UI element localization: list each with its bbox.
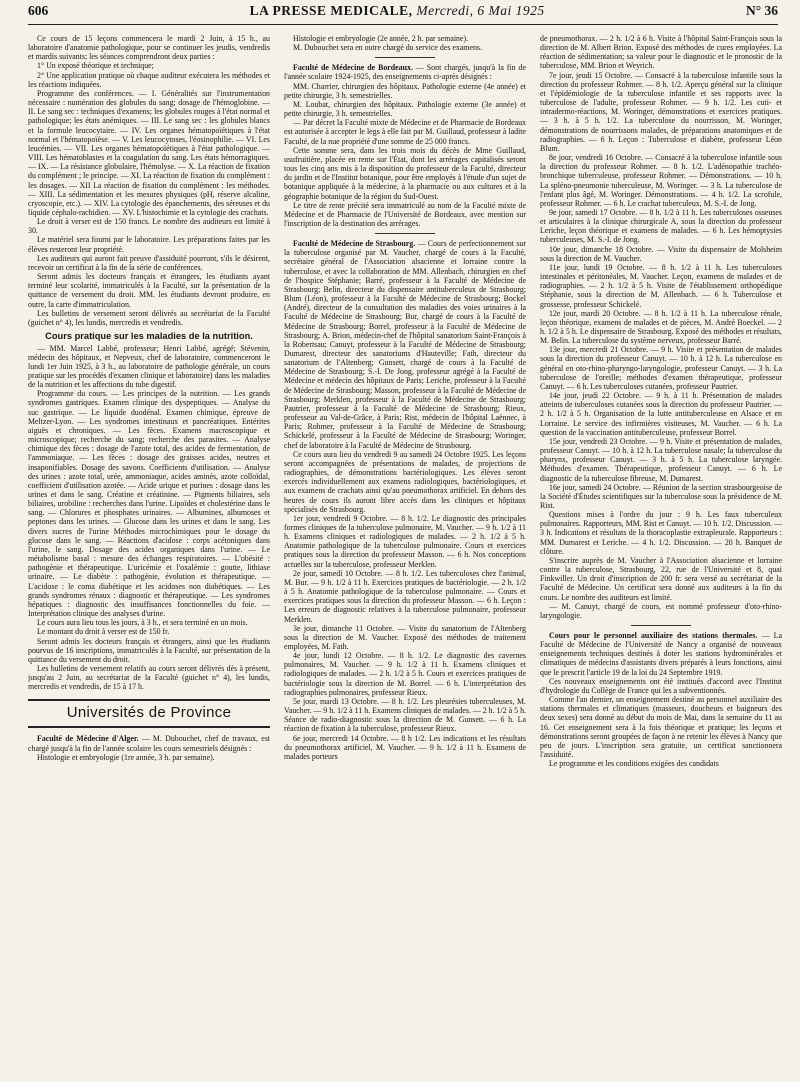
paragraph: MM. Charrier, chirurgien des hôpitaux. Pathologie externe (4e année) et petite chirurgie, 3 h. semestrielles. (284, 81, 526, 100)
journal-name: LA PRESSE MEDICALE, (249, 3, 413, 18)
paragraph: Seront admis les docteurs français et étrangers, les étudiants ayant terminé leur scolarité, immatriculés à la Faculté, sur la présentation de la quittance de versement du droit. MM. les étudiants devront produire, en outre, la carte d'immatriculation. (28, 272, 270, 309)
paragraph: 8e jour, vendredi 16 Octobre. — Consacré à la tuberculose infantile sous la direction du professeur Rohmer. — 8 h. 1/2. L'adénopathie trachéo-bronchique tuberculeuse, professeur Rohmer. — Démonstrations. — 10 h. La spléno-pneumonie tuberculeuse, M. Woringer. — 3 h. La tuberculose de l'enfant plus âgé, M. Woringer. Démonstrations. — 4 h. 1/2. La scrofule, professeur Rohmer. — 6 h. Le crachat tuberculeux, M. S.-I. de Jong. (540, 153, 782, 208)
paragraph: — MM. Marcel Labbé, professeur; Henri Labbé, agrégé; Stévenin, médecin des hôpitaux, et Nepveux, chef de laboratoire, commenceront le lundi 1er Juin 1925, à 3 h., au laboratoire de pathologie générale, un cours pratique sur les procédés d'examen clinique et laboratoire) dans les maladies de la nutrition et les affections du tube digestif. (28, 343, 270, 390)
paragraph: S'inscrire auprès de M. Vaucher à l'Association alsacienne et lorraine contre la tuberculose, Strasbourg, 22, rue de l'Université et 8, quai Finkwiller. Un droit d'inscription de 200 fr. sera versé au secrétariat de la Faculté de Médecine. Un certificat sera donné aux auditeurs à la fin du cours. Le nombre des auditeurs est limité. (540, 555, 782, 602)
paragraph: 10e jour, dimanche 18 Octobre. — Visite du dispensaire de Molsheim sous la direction de M. Vaucher. (540, 244, 782, 263)
header-rule (28, 24, 778, 25)
journal-title (250, 3, 545, 19)
paragraph: Ce cours de 15 leçons commencera le mardi 2 Juin, à 15 h., au laboratoire d'anatomie pathologique, pour se continuer les jeudis, vendredis et mardis suivants; les séances comprendront deux parties : (28, 34, 270, 62)
paragraph: Les bulletins de versement seront délivrés au secrétariat de la Faculté (guichet n° 4), les lundis, mercredis et vendredis. (28, 308, 270, 327)
paragraph: 13e jour, mercredi 21 Octobre. — 9 h. Visite et présentation de malades sous la direction du professeur Canuyt. — 10 h. à 12 h. La tuberculose en général en oto-rhino-pharyngo-laryngologie, professeur Canuyt. — 3 h. La tuberculose de l'oreille; méthodes d'examen thérapeutique, professeur Canuyt. — 6 h. Les tuberculoses cutanées, professeur Pautrier. (540, 345, 782, 391)
separator (375, 57, 435, 58)
paragraph: Le montant du droit à verser est de 150 fr. (37, 627, 170, 637)
paragraph: Les auditeurs qui auront fait preuve d'assiduité pourront, s'ils le désirent, recevoir un certificat à la fin de la série de conférences. (28, 253, 270, 272)
paragraph: 16e jour, samedi 24 Octobre. — Réunion de la section strasbourgeoise de la Société d'Études scientifiques sur la tuberculose sous la présidence de M. Rist. (540, 482, 782, 510)
paragraph: 4e jour, lundi 12 Octobre. — 8 h. 1/2. Le diagnostic des cavernes pulmonaires, M. Vaucher. — 9 h. 1/2 à 11 h. Examens cliniques et radiologiques de malades. — 2 h. 1/2 à 5 h. Cours et exercices pratiques de bactériologie sous la direction de M. Borrel. — 6 h. L'interprétation des radiographies pulmonaires, professeur Rieux. (284, 651, 526, 697)
paragraph-bordeaux (284, 63, 526, 81)
paragraph: 2e jour, samedi 10 Octobre. — 8 h. 1/2. Les tuberculoses chez l'animal, M. Bur. — 9 h. 1/2 à 11 h. Exercices pratiques de bactériologie. — 2 h. 1/2 à 5 h. Anatomie pathologique de la tuberculose pulmonaire. — Cours et exercices pratiques sous la direction du professeur Masson. — 6 h. Leçon : Les erreurs de diagnostic relatives à la tuberculose pulmonaire, professeur Merklen. (284, 568, 526, 624)
paragraph-alger (28, 734, 270, 752)
paragraph: 15e jour, vendredi 23 Octobre. — 9 h. Visite et présentation de malades, professeur Canuyt. — 10 h. à 12 h. La tuberculose nasale; la tuberculose du pharynx, professeur Canuyt. — 3 h. à 5 h. La tuberculose laryngée. Méthodes d'examen. Thérapeutique, professeur Canuyt. — 6 h. Le diagnostic de la tuberculose fibreuse, M. Dumarest. (540, 436, 782, 483)
paragraph: Questions mises à l'ordre du jour : 9 h. Les faux tuberculeux pulmonaires. Rapporteurs, MM. Rist et Canuyt. — 10 h. 1/2. Discussion. — 3 h. Indications et résultats de la thoracoplastie extrapleurale. Rapporteurs : MM. Dumarest et Leriche. — 4 h. 1/2. Discussion. — 20 h. Banquet de clôture. (540, 510, 782, 556)
paragraph: Le matériel sera fourni par le laboratoire. Les préparations faites par les élèves resteront leur propriété. (28, 235, 270, 254)
paragraph: 2° Une application pratique où chaque auditeur exécutera les méthodes et les réactions indiquées. (28, 70, 270, 89)
paragraph-text: — M. Dubouchet, chef de travaux, est chargé jusqu'à la fin de l'année scolaire les cours semestriels désignés : (28, 734, 270, 753)
paragraph-text: — Sont chargés, jusqu'à la fin de l'année scolaire 1924-1925, des enseignements ci-après désignés : (284, 63, 526, 82)
paragraph: Seront admis les docteurs français et étrangers, ainsi que les étudiants pourvus de 16 inscriptions, immatriculés à la Faculté, sur présentation de la quittance du versement du droit. (28, 636, 270, 664)
paragraph: 12e jour, mardi 20 Octobre. — 8 h. 1/2 à 11 h. La tuberculose rénale, leçon théorique, examens de malades et de pièces, M. André Boeckel. — 2 h. 1/2 à 5 h. Le dispensaire de Strasbourg. Exposé des méthodes et résultats, M. Belin. La tuberculose du système nerveux, professeur Barré. (540, 308, 782, 346)
lead-thermal: Cours pour le personnel auxiliaire des stations thermales. (549, 631, 758, 640)
paragraph: M. Dubouchet sera en outre chargé du service des examens. (293, 43, 482, 53)
paragraph: Le titre de rente précité sera immatriculé au nom de la Faculté mixte de Médecine et de Pharmacie de l'Université de Bordeaux, avec mention sur l'inscription de la destination des arrérages. (284, 200, 526, 228)
issue-date: Mercredi, 6 Mai 1925 (416, 3, 545, 18)
section-banner-universites: Universités de Province (28, 699, 270, 728)
issue-number: N° 36 (745, 3, 778, 18)
paragraph: Histologie et embryologie (1re année, 3 h. par semaine). (37, 752, 215, 762)
lead-alger: Faculté de Médecine d'Alger. (37, 734, 139, 744)
paragraph: Le cours aura lieu tous les jours, à 3 h., et sera terminé en un mois. (37, 618, 248, 628)
paragraph: Programme du cours. — Les principes de la nutrition. — Les grands syndromes gastriques. Examen clinique des dyspeptiques. — Analyse du suc gastrique. — Le liquide duodénal. Examen chimique, épreuve de Meltzer-Lyon. — Les syndromes intestinaux et pancréatiques. Entérites aiguës et chroniques. — Les fèces. Examens macroscopique et microscopique; recherche du sang; recherche des parasites. — Analyse chimique des fèces : dosage de l'azote total, des acides de fermentation, de l'ammoniaque. — Les fèces : dosage des graisses acides, neutres et insaponifiables. Dosage des savons. Coefficients d'utilisation. — Analyse des urines : azote total, urée, ammoniaque, acides aminés, azote colloïdal, coefficient d'utilisation azotée. — Acide urique et purines : dosage dans les urines et dans le sang. Créatine et créatinine. — Pigments biliaires, sels biliaires, urobiline : recherches dans l'urine. Lipoïdes et cholestérine dans le sang. — Chlorures et phosphates urinaires. — Albumines, albumoses et peptones dans les urines. — Glucose dans les urines et dans le sang. Les divers sucres de l'urine Méthodes microchimiques pour le dosage du glucose dans le sang. — Réactions d'acidose : corps acétoniques dans l'urine, le sang. Dosage des acides organiques dans l'urine. — Le métabolisme basal : mesure des échanges respiratoires. — L'obésité : pathogénie et thérapeutique. L'uricémie et l'oxalémie : goutte, lithiase urinaire. — Le diabète : pathogénie, évolution et thérapeutique. — L'acidose : le coma diabétique et les acidoses non diabétiques. — Les grands syndromes rénaux : diagnostic et thérapeutique. — Les syndromes hépatiques : diagnostic des insuffisances fonctionnelles du foie. — Interprétation clinique des analyses d'urine. (28, 389, 270, 619)
paragraph: 5e jour, mardi 13 Octobre. — 8 h. 1/2. Les pleurésies tuberculeuses, M. Vaucher. — 9 h. 1/2 à 11 h. Examens cliniques de malades. — 2 h. 1/2 à 5 h. Séance de radio-diagnostic sous la direction de M. Gunsett. — 6 h. La réaction de fixation à la tuberculose, professeur Rieux. (284, 696, 526, 734)
paragraph: M. Loubat, chirurgien des hôpitaux. Pathologie externe (3e année) et petite chirurgie, 3 h. semestrielles. (284, 99, 526, 119)
paragraph: Cette somme sera, dans les trois mois du décès de Mme Guillaud, usufruitière, placée en rente sur l'État, dont les arrérages capitalisés seront tous les cinq ans mis à la disposition du professeur de la Faculté, directeur du jardin et de l'Institut botanique, pour être employés à l'étude d'un sujet de botanique appliquée à la médecine, à la pharmacie ou aux cultures et à la géographie botanique de la région du Sud-Ouest. (284, 145, 526, 201)
paragraph: 1er jour, vendredi 9 Octobre. — 8 h. 1/2. Le diagnostic des principales formes cliniques de la tuberculose pulmonaire, M. Vaucher. — 9 h. 1/2 à 11 h. Examens cliniques et radiologiques de malades. — 2 h. 1/2 à 5 h. Anatomie pathologique de la tuberculose pulmonaire. Cours et exercices pratiques sous la direction du professeur Masson. — 6 h. Nos conceptions actuelles sur la tuberculose, professeur Merklen. (284, 513, 526, 569)
column-2 (284, 34, 526, 1074)
page-header (28, 3, 778, 21)
paragraph: 6e jour, mercredi 14 Octobre. — 8 h 1/2. Les indications et les résultats du pneumothorax artificiel, M. Vaucher. — 9 h. 1/2 à 11 h. Examens de malades porteurs (284, 733, 526, 761)
paragraph: 11e jour, lundi 19 Octobre. — 8 h. 1/2 à 11 h. Les tuberculoses intestinales et péritonéales, M. Vaucher. Leçon, examens de malades et de radiographies. — 2 h. 1/2 à 5 h. Visite de l'établissement orthopédique Stéphanie, sous la direction de M. Allenbach. — 6 h. Tuberculose et grossesse, professeur Schickelé. (540, 262, 782, 309)
paragraph: 9e jour, samedi 17 Octobre. — 8 h. 1/2 à 11 h. Les tuberculoses osseuses et articulaires à la clinique chirurgicale A, sous la direction du professeur Leriche, leçon théorique et examens de malades. — 6 h. Les hémoptysies tuberculeuses, M. S.-I. de Jong. (540, 207, 782, 245)
paragraph: Ce cours aura lieu du vendredi 9 au samedi 24 Octobre 1925. Les leçons seront accompagnées de présentations de malades, de projections de radiographies, de démonstrations bactériologiques. Les élèves seront exercés individuellement aux examens radiologiques, bactériologiques, et aux examens de crachats ainsi qu'au pneumothorax artificiel. En dehors des heures de cours ils auront libre accès dans les cliniques et hôpitaux spécialisés de Strasbourg. (284, 449, 526, 514)
paragraph: Comme l'an dernier, un enseignement destiné au personnel auxiliaire des stations thermales et climatiques (masseurs, doucheurs et baigneurs des deux sexes) sera donné au début du mois de Mai, dans la semaine du 11 au 16. Cet enseignement sera à la fois théorique et pratique; les leçons et démonstrations seront groupées de façon à ne retenir les élèves à Nancy que peu de jours. L'inscription sera gratuite, un certificat sanctionnera l'assiduité. (540, 695, 782, 760)
paragraph-strasbourg (284, 239, 526, 450)
paragraph: 7e jour, jeudi 15 Octobre. — Consacré à la tuberculose infantile sous la direction du professeur Rohmer. — 8 h. 1/2. Aperçu général sur la clinique et l'épidémiologie de la tuberculose infantile et ses rapports avec la tuberculose de l'adulte, professeur Rohmer. — 9 h. 1/2. Les cuti- et intradermo-réactions, M. Woringer, démonstrations et exercices pratiques. — 3 h. à 5 h. 1/2. La tuberculose du nourrisson, M. Woringer, démonstrations de nourrissons malades, de préparations anatomiques et de radiographies. — 6 h. Leçon : Tuberculose et diabète, professeur Léon Blum. (540, 70, 782, 153)
paragraph: Ces nouveaux enseignements ont été institués d'accord avec l'Institut d'hydrologie du Collège de France qui les a subventionnés. (540, 676, 782, 695)
separator (375, 233, 435, 234)
page-number: 606 (28, 3, 49, 18)
paragraph: Programme des conférences. — I. Généralités sur l'instrumentation nécessaire : numération des globules du sang; dosage de l'hémoglobine. — II. Le sang sec : techniques d'examens; les globules rouges à l'état normal et pathologique; les états anémiques. — III. Le sang sec : les globules blancs et la formule leucocytaire. — IV. Les organes hématopoïétiques à l'état normal et l'hématopoïèse. — V. Les leucocytoses, l'éosinophilie. — VI. Les leucémies. — VII. Les organes hématopoïétiques à l'état pathologique. — VIII. Les hématoblastes et la coagulation du sang. Les états hémorragiques. — IX. — La résistance globulaire, l'hémolyse. — X. La réaction de fixation du complément ; le principe. — XI. La réaction de fixation du complément : les dosages. — XII La réaction de fixation du complément : les méthodes. — XIII. La sédimentation et les mesures physiques (pH, réserve alcaline, cryoscopie, etc.). — XIV. La cytologie des épanchements, des séreuses et du liquide céphalo-rachidien. — XV. L'histochimie et la cytologie des crachats. (28, 88, 270, 217)
paragraph-thermal (540, 631, 782, 677)
paragraph: 1° Un exposé théorique et technique; (37, 61, 154, 71)
column-1 (28, 34, 270, 1074)
paragraph: 3e jour, dimanche 11 Octobre. — Visite du sanatorium de l'Altenberg sous la direction de M. Vaucher. Exposé des méthodes de traitement employées, M. Fath. (284, 623, 526, 651)
paragraph: de pneumothorax. — 2 h. 1/2 à 6 h. Visite à l'hôpital Saint-François sous la direction de M. Albert Brion. Exposé des méthodes de cures employées. La réaction de sédimentation; sa valeur pour le diagnostic et le pronostic de la tuberculose, MM. Brion et Weyrich. (540, 34, 782, 71)
separator (631, 625, 691, 626)
section-heading-nutrition: Cours pratique sur les maladies de la nutrition. (45, 331, 253, 341)
paragraph: — Par décret la Faculté mixte de Médecine et de Pharmacie de Bordeaux est autorisée à accepter le legs à elle fait par M. Guillaud, professeur à ladite Faculté, de la nue propriété d'une somme de 25 000 francs. (284, 118, 526, 146)
paragraph: 14e jour, jeudi 22 Octobre. — 9 h. à 11 h. Présentation de malades atteints de tuberculoses cutanées sous la direction du professeur Pautrier. — 2 h. 1/2 à 5 h. Organisation de la lutte antituberculeuse en Alsace et en Lorraine. Le service des infirmières visiteuses, M. Vaucher. — 6 h. La question de la vaccination antituberculeuse, professeur Borrel. (540, 391, 782, 437)
paragraph: Le programme et les conditions exigées des candidats (549, 759, 719, 769)
lead-bordeaux: Faculté de Médecine de Bordeaux. (293, 63, 413, 73)
paragraph: Le droit à verser est de 150 francs. Le nombre des auditeurs est limité à 30. (28, 217, 270, 236)
paragraph-text: — La Faculté de Médecine de l'Université de Nancy a organisé de nouveaux enseignements techniques destinés à doter les stations hydrominérales et climatiques de médecins d'assistants divers préparés à leurs fonctions, ainsi que le prescrit l'article 19 de la loi du 24 Septembre 1919. (540, 631, 782, 677)
lead-strasbourg: Faculté de Médecine de Strasbourg. (293, 239, 416, 249)
paragraph-text: — Cours de perfectionnement sur la tuberculose organisé par M. Vaucher, chargé de cours à la Faculté, secrétaire général de l'Association alsacienne et lorraine contre la tuberculose, et avec la collaboration de MM. Allenbach, chirurgien en chef de l'hospice Stéphanie; Barré, professeur à la Faculté de Médecine de Strasbourg; Belin, directeur du dispensaire antituberculeux de Strasbourg; Blum (Léon), professeur à la Faculté de Médecine de Strasbourg; Bockel (André), directeur de la consultation des maladies des voies urinaires à la Faculté de Médecine de Strasbourg; Bur, chargé de cours à la Faculté de Médecine de Strasbourg; Borrel, professeur à la Faculté de Médecine de Strasbourg; A. Brion, médecin-chef de l'hôpital sanatorium Saint-François à la Robertsau; Canuyt, professeur à la Faculté de Médecine de Strasbourg; Dumarest, directeur des sanatoriums d'Hauteville; Fath, directeur du sanatorium de l'Altenberg; Gunsett, chargé de cours à la Faculté de Médecine de Strasbourg; S.-I. De Jong, professeur agrégé à la Faculté de Médecine et médecin des hôpitaux de Paris; Leriche, professeur à la Faculté de Médecine de Strasbourg; Masson, professeur à la Faculté de Médecine de Strasbourg; Merklen, professeur à la Faculté de Médecine de Strasbourg; Pautrier, professeur à la Faculté de Médecine de Strasbourg; Rieux, professeur au Val-de-Grâce, à Paris; Rist, médecin de l'hôpital Laënnec, à Paris; Rohmer, professeur à la Faculté de Médecine de Strasbourg; Schickelé, professeur à la Faculté de Médecine de Strasbourg; Woringer, chef de laboratoire à la Faculté de Médecine de Strasbourg. (284, 239, 526, 450)
paragraph: Histologie et embryologie (2e année, 2 h. par semaine). (293, 34, 469, 43)
paragraph: Les bulletins de versement relatifs au cours seront délivrés dès à présent, jusqu'au 2 Juin, au secrétariat de la Faculté (guichet n° 4), les lundis, mercredis et vendredis, de 15 à 17 h. (28, 663, 270, 692)
paragraph: — M. Canuyt, chargé de cours, est nommé professeur d'oto-rhino-laryngologie. (540, 601, 782, 620)
column-3 (540, 34, 782, 1074)
